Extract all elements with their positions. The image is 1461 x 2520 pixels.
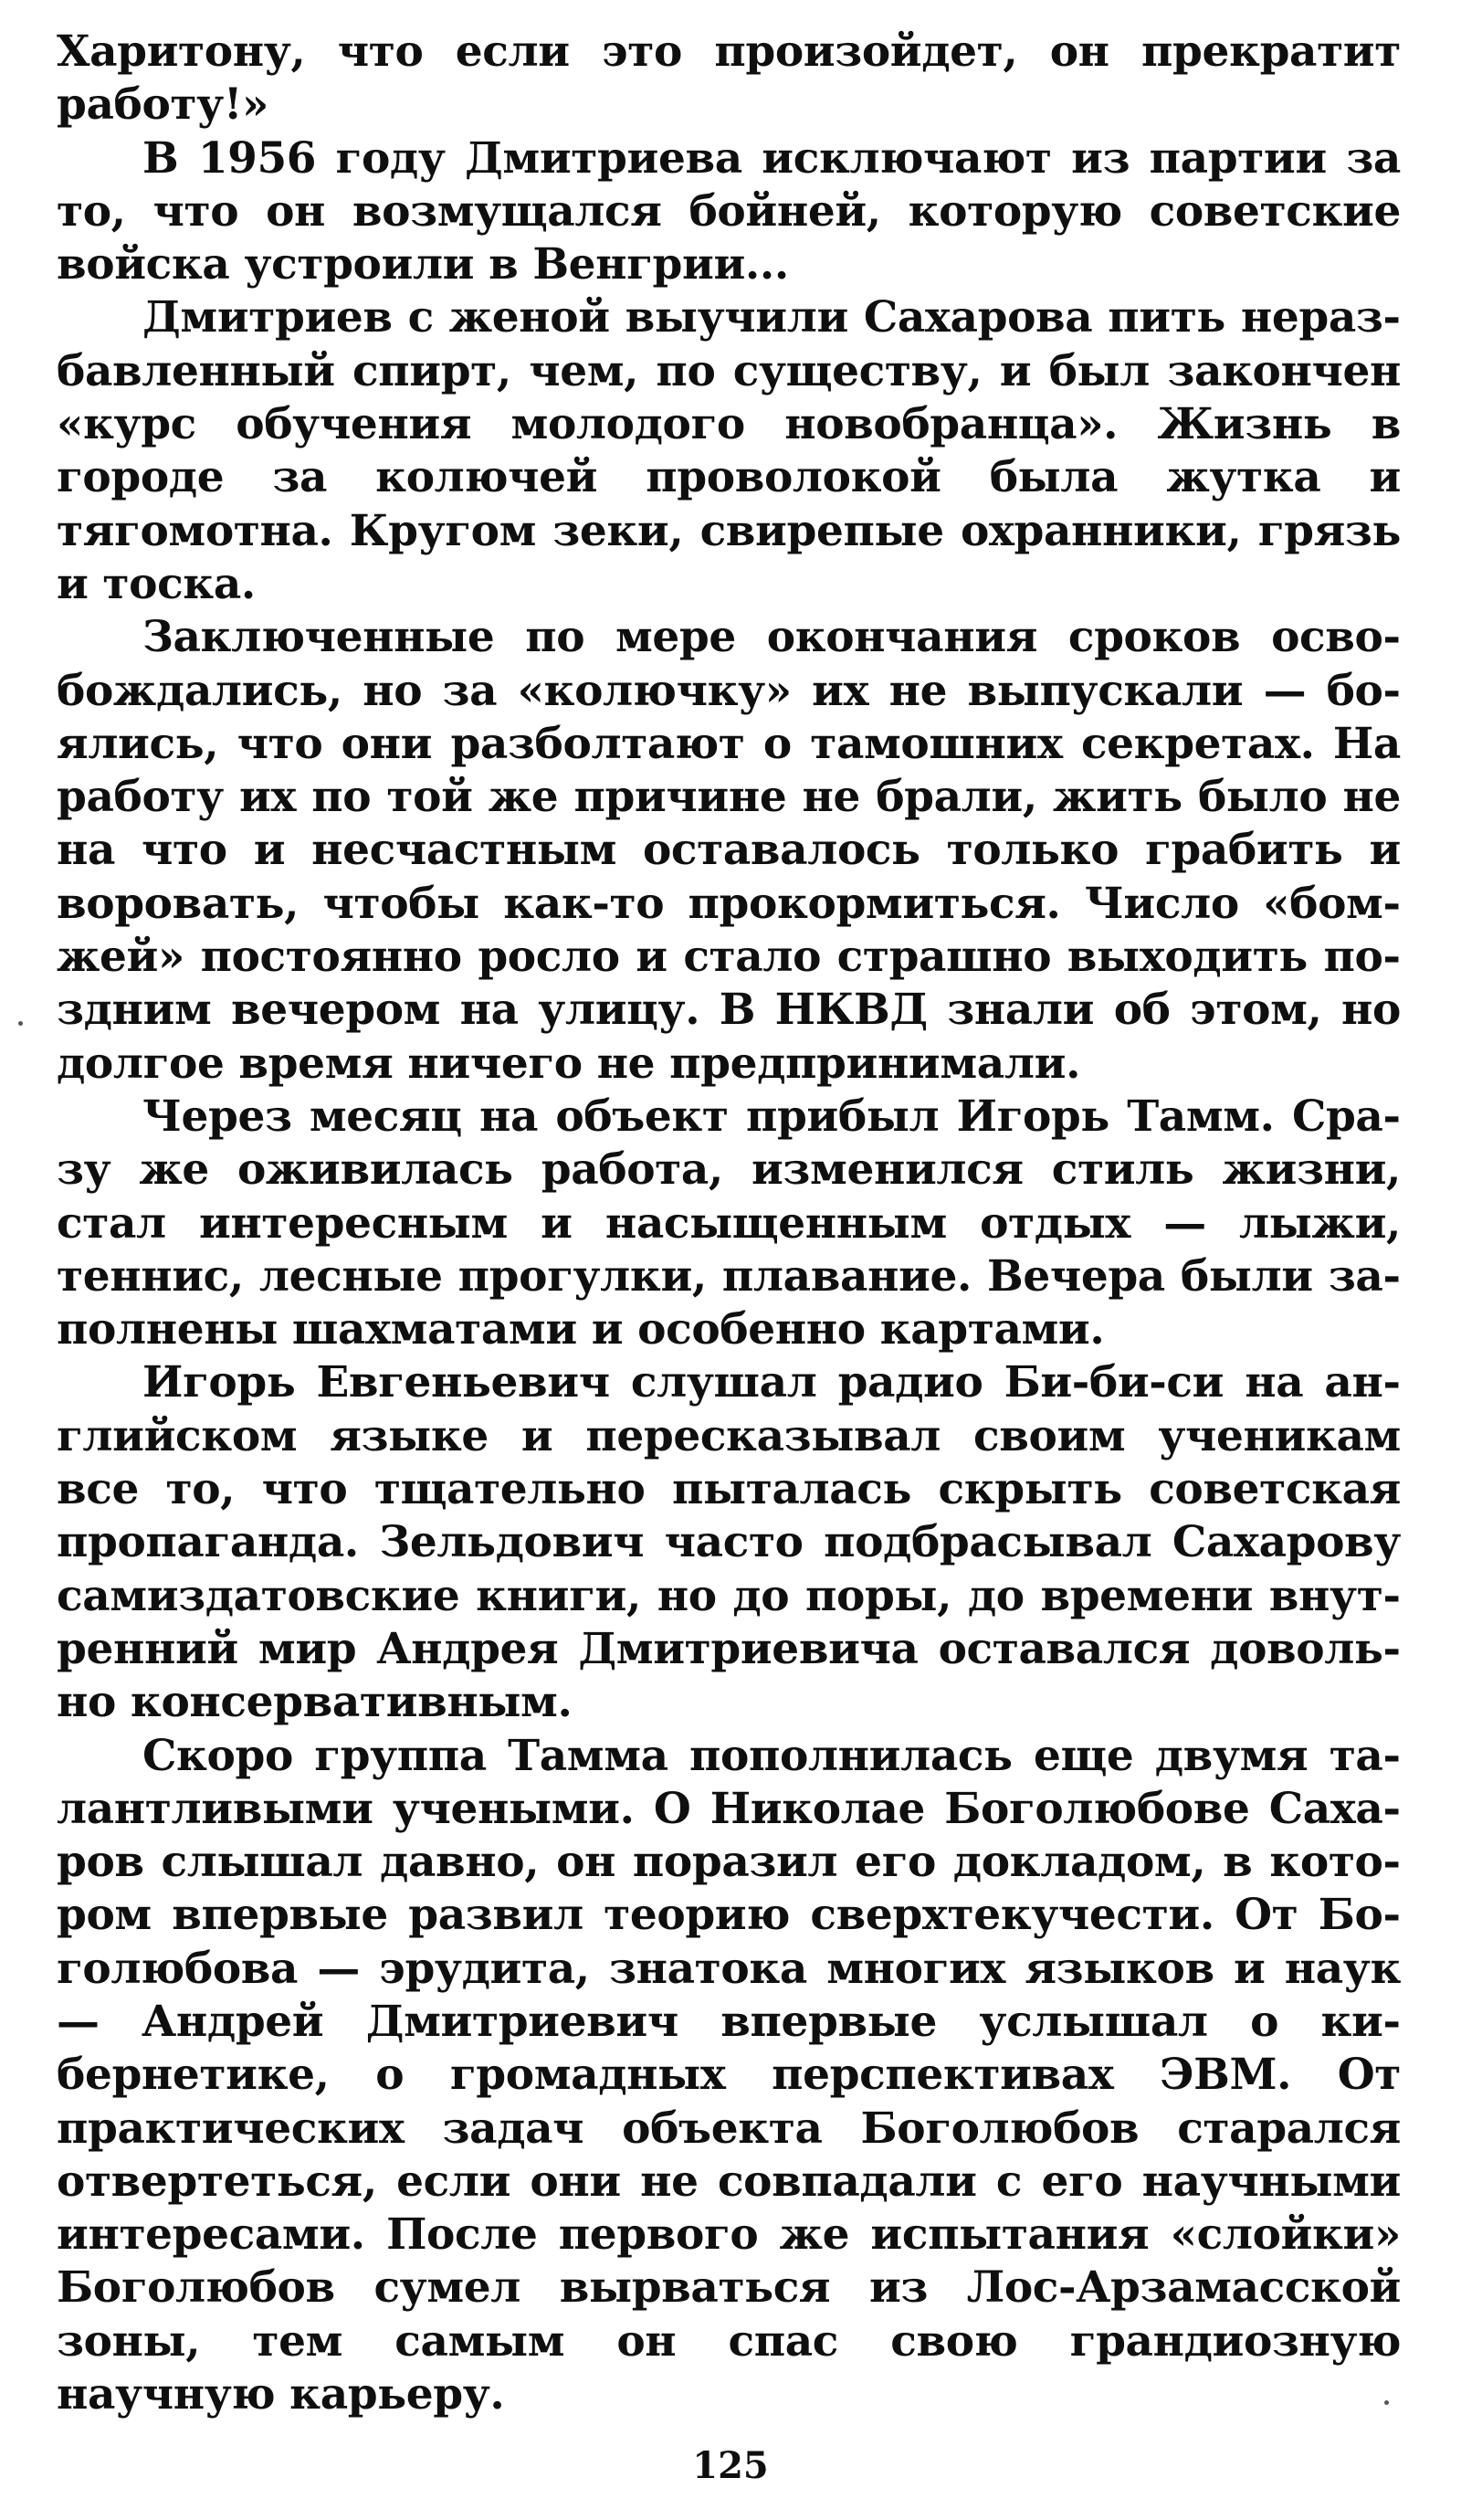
paragraph: В 1956 году Дмитриева исключают из партии за то, что он возмущался бойней, которую советские войска устроили в Венгрии... — [57, 132, 1401, 290]
paragraph: Скоро группа Тамма пополнилась еще двумя талантливыми учеными. О Николае Боголюбове Сахаров слышал давно, он поразил его докладом, в котором впервые развил теорию сверхтекучести. От Боголюбова — эрудита, знатока многих языков и наук — Андрей Дмитриевич впервые услышал о кибернетике, о громадных перспективах ЭВМ. От практических задач объекта Боголюбов старался отвертеться, если они не совпадали с его научными интересами. После первого же испытания «слойки» Боголюбов сумел вырваться из Лос-Арзамасской зоны, тем самым он спас свою грандиозную научную карьеру. — [57, 1730, 1401, 2420]
page-number: 125 — [692, 2444, 769, 2487]
scan-speck — [18, 1021, 23, 1026]
text-column — [57, 26, 1401, 2421]
paragraph: Игорь Евгеньевич слушал радио Би-би-си на английском языке и пересказывал своим ученикам все то, что тщательно пыталась скрыть советская пропаганда. Зельдович часто подбрасывал Сахарову самиздатовские книги, но до поры, до времени внутренний мир Андрея Дмитриевича оставался довольно консервативным. — [57, 1357, 1401, 1728]
paragraph: Заключенные по мере окончания сроков освобождались, но за «колючку» их не выпускали — боялись, что они разболтают о тамошних секретах. На работу их по той же причине не брали, жить было не на что и несчастным оставалось только грабить и воровать, чтобы как-то прокормиться. Число «бомжей» постоянно росло и стало страшно выходить поздним вечером на улицу. В НКВД знали об этом, но долгое время ничего не предпринимали. — [57, 612, 1401, 1089]
paragraph: Дмитриев с женой выучили Сахарова пить неразбавленный спирт, чем, по существу, и был закончен «курс обучения молодого новобранца». Жизнь в городе за колючей проволокой была жутка и тягомотна. Кругом зеки, свирепые охранники, грязь и тоска. — [57, 292, 1401, 609]
scan-speck — [1384, 2400, 1389, 2405]
paragraph-continuation: Харитону, что если это произойдет, он прекратит работу!» — [57, 26, 1401, 131]
paragraph: Через месяц на объект прибыл Игорь Тамм. Сразу же оживилась работа, изменился стиль жизни, стал интересным и насыщенным отдых — лыжи, теннис, лесные прогулки, плавание. Вечера были заполнены шахматами и особенно картами. — [57, 1091, 1401, 1355]
